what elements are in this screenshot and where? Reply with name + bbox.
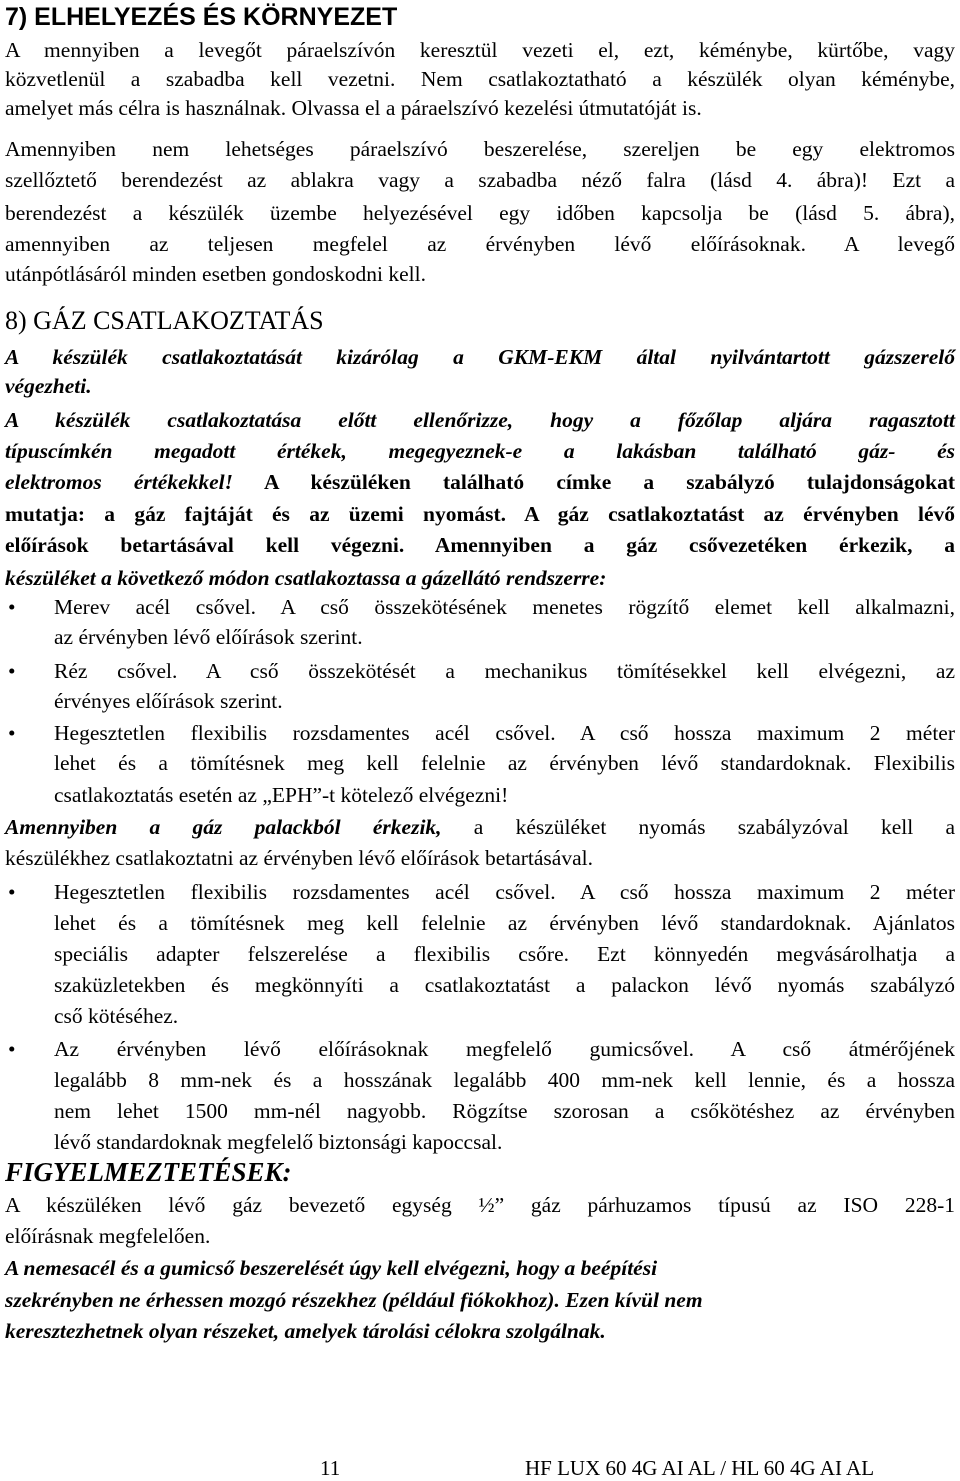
bullet-line: Merev acél csővel. A cső összekötésének menetes rögzítő elemet kell alkalmazni,: [54, 595, 955, 619]
paragraph-line: készüléket a következő módon csatlakoztassa a gázellátó rendszerre:: [5, 566, 607, 590]
bullet-line: lévő standardoknak megfelelő biztonsági kapoccsal.: [54, 1130, 503, 1154]
bullet-icon: •: [8, 659, 16, 683]
paragraph-line: végezheti.: [5, 374, 92, 398]
bullet-line: lehet és a tömítésnek meg kell felelnie az érvényben lévő standardoknak. Flexibilis: [54, 751, 955, 775]
section-8-heading: 8) GÁZ CSATLAKOZTATÁS: [5, 306, 324, 335]
bullet-line: lehet és a tömítésnek meg kell felelnie az érvényben lévő standardoknak. Ajánlatos: [54, 911, 955, 935]
paragraph-line: típuscímkén megadott értékek, megegyeznek-e a lakásban található gáz- és: [5, 439, 955, 463]
bullet-line: speciális adapter felszerelése a flexibilis csőre. Ezt könnyedén megvásárolhatja a: [54, 942, 955, 966]
paragraph-line: készülékhez csatlakoztatni az érvényben lévő előírások betartásával.: [5, 846, 593, 870]
bold-text: A készüléken található címke a szabályzó tulajdonságokat: [233, 470, 955, 494]
paragraph-line: előírásnak megfelelően.: [5, 1224, 211, 1248]
paragraph-line: A készülék csatlakoztatását kizárólag a GKM-EKM által nyilvántartott gázszerelő: [5, 345, 955, 369]
paragraph-line: közvetlenül a szabadba kell vezetni. Nem csatlakoztatható a készülék olyan kéménybe,: [5, 67, 955, 91]
paragraph-line: amelyet más célra is használnak. Olvassa el a páraelszívó kezelési útmutatóját is.: [5, 96, 702, 120]
paragraph-line: mutatja: a gáz fajtáját és az üzemi nyomást. A gáz csatlakoztatást az érvényben lévő: [5, 502, 955, 526]
emphasis-text: elektromos értékekkel!: [5, 470, 233, 494]
bullet-line: nem lehet 1500 mm-nél nagyobb. Rögzítse szorosan a csőkötéshez az érvényben: [54, 1099, 955, 1123]
page-number: 11: [320, 1456, 341, 1480]
bullet-line: érvényes előírások szerint.: [54, 689, 283, 713]
bullet-icon: •: [8, 595, 16, 619]
paragraph-line: [5, 812, 955, 842]
bullet-line: legalább 8 mm-nek és a hosszának legalább 400 mm-nek kell lennie, és a hossza: [54, 1068, 955, 1092]
paragraph-line: keresztezhetnek olyan részeket, amelyek tárolási célokra szolgálnak.: [5, 1319, 606, 1343]
paragraph-line: A készüléken lévő gáz bevezető egység ½” gáz párhuzamos típusú az ISO 228-1: [5, 1193, 955, 1217]
bullet-line: csatlakoztatás esetén az „EPH”-t kötelező elvégezni!: [54, 783, 509, 807]
bullet-line: Réz csővel. A cső összekötését a mechanikus tömítésekkel kell elvégezni, az: [54, 659, 955, 683]
bullet-icon: •: [8, 880, 16, 904]
bullet-icon: •: [8, 721, 16, 745]
paragraph-line: A mennyiben a levegőt páraelszívón keresztül vezeti el, ezt, kéménybe, kürtőbe, vagy: [5, 38, 955, 62]
section-7-heading: 7) ELHELYEZÉS ÉS KÖRNYEZET: [5, 3, 398, 31]
bullet-line: Hegesztetlen flexibilis rozsdamentes acél csővel. A cső hossza maximum 2 méter: [54, 880, 955, 904]
paragraph-line: szellőztető berendezést az ablakra vagy a szabadba néző falra (lásd 4. ábra)! Ezt a: [5, 168, 955, 192]
bullet-line: az érvényben lévő előírások szerint.: [54, 625, 363, 649]
paragraph-line: amennyiben az teljesen megfelel az érvényben lévő előírásoknak. A levegő: [5, 232, 955, 256]
body-text: a készüléket nyomás szabályzóval kell a: [441, 815, 955, 839]
paragraph-line: A készülék csatlakoztatása előtt ellenőrizze, hogy a főzőlap aljára ragasztott: [5, 408, 955, 432]
bullet-line: Hegesztetlen flexibilis rozsdamentes acél csővel. A cső hossza maximum 2 méter: [54, 721, 955, 745]
emphasis-text: Amennyiben a gáz palackból érkezik,: [5, 815, 442, 839]
bullet-icon: •: [8, 1037, 16, 1061]
bullet-line: cső kötéséhez.: [54, 1004, 179, 1028]
bullet-line: szaküzletekben és megkönnyíti a csatlakoztatást a palackon lévő nyomás szabályzó: [54, 973, 955, 997]
warnings-heading: FIGYELMEZTETÉSEK:: [5, 1157, 292, 1187]
footer-model: HF LUX 60 4G AI AL / HL 60 4G AI AL: [525, 1456, 875, 1480]
paragraph-line: előírások betartásával kell végezni. Amennyiben a gáz csővezetéken érkezik, a: [5, 533, 955, 557]
bullet-line: Az érvényben lévő előírásoknak megfelelő gumicsővel. A cső átmérőjének: [54, 1037, 955, 1061]
paragraph-line: szekrényben ne érhessen mozgó részekhez (például fiókokhoz). Ezen kívül nem: [5, 1288, 703, 1312]
paragraph-line: A nemesacél és a gumicső beszerelését úgy kell elvégezni, hogy a beépítési: [5, 1256, 658, 1280]
paragraph-line: berendezést a készülék üzembe helyezésével egy időben kapcsolja be (lásd 5. ábra),: [5, 201, 955, 225]
paragraph-line: utánpótlásáról minden esetben gondoskodni kell.: [5, 262, 426, 286]
paragraph-line: [5, 467, 955, 497]
paragraph-line: Amennyiben nem lehetséges páraelszívó beszerelése, szereljen be egy elektromos: [5, 137, 955, 161]
